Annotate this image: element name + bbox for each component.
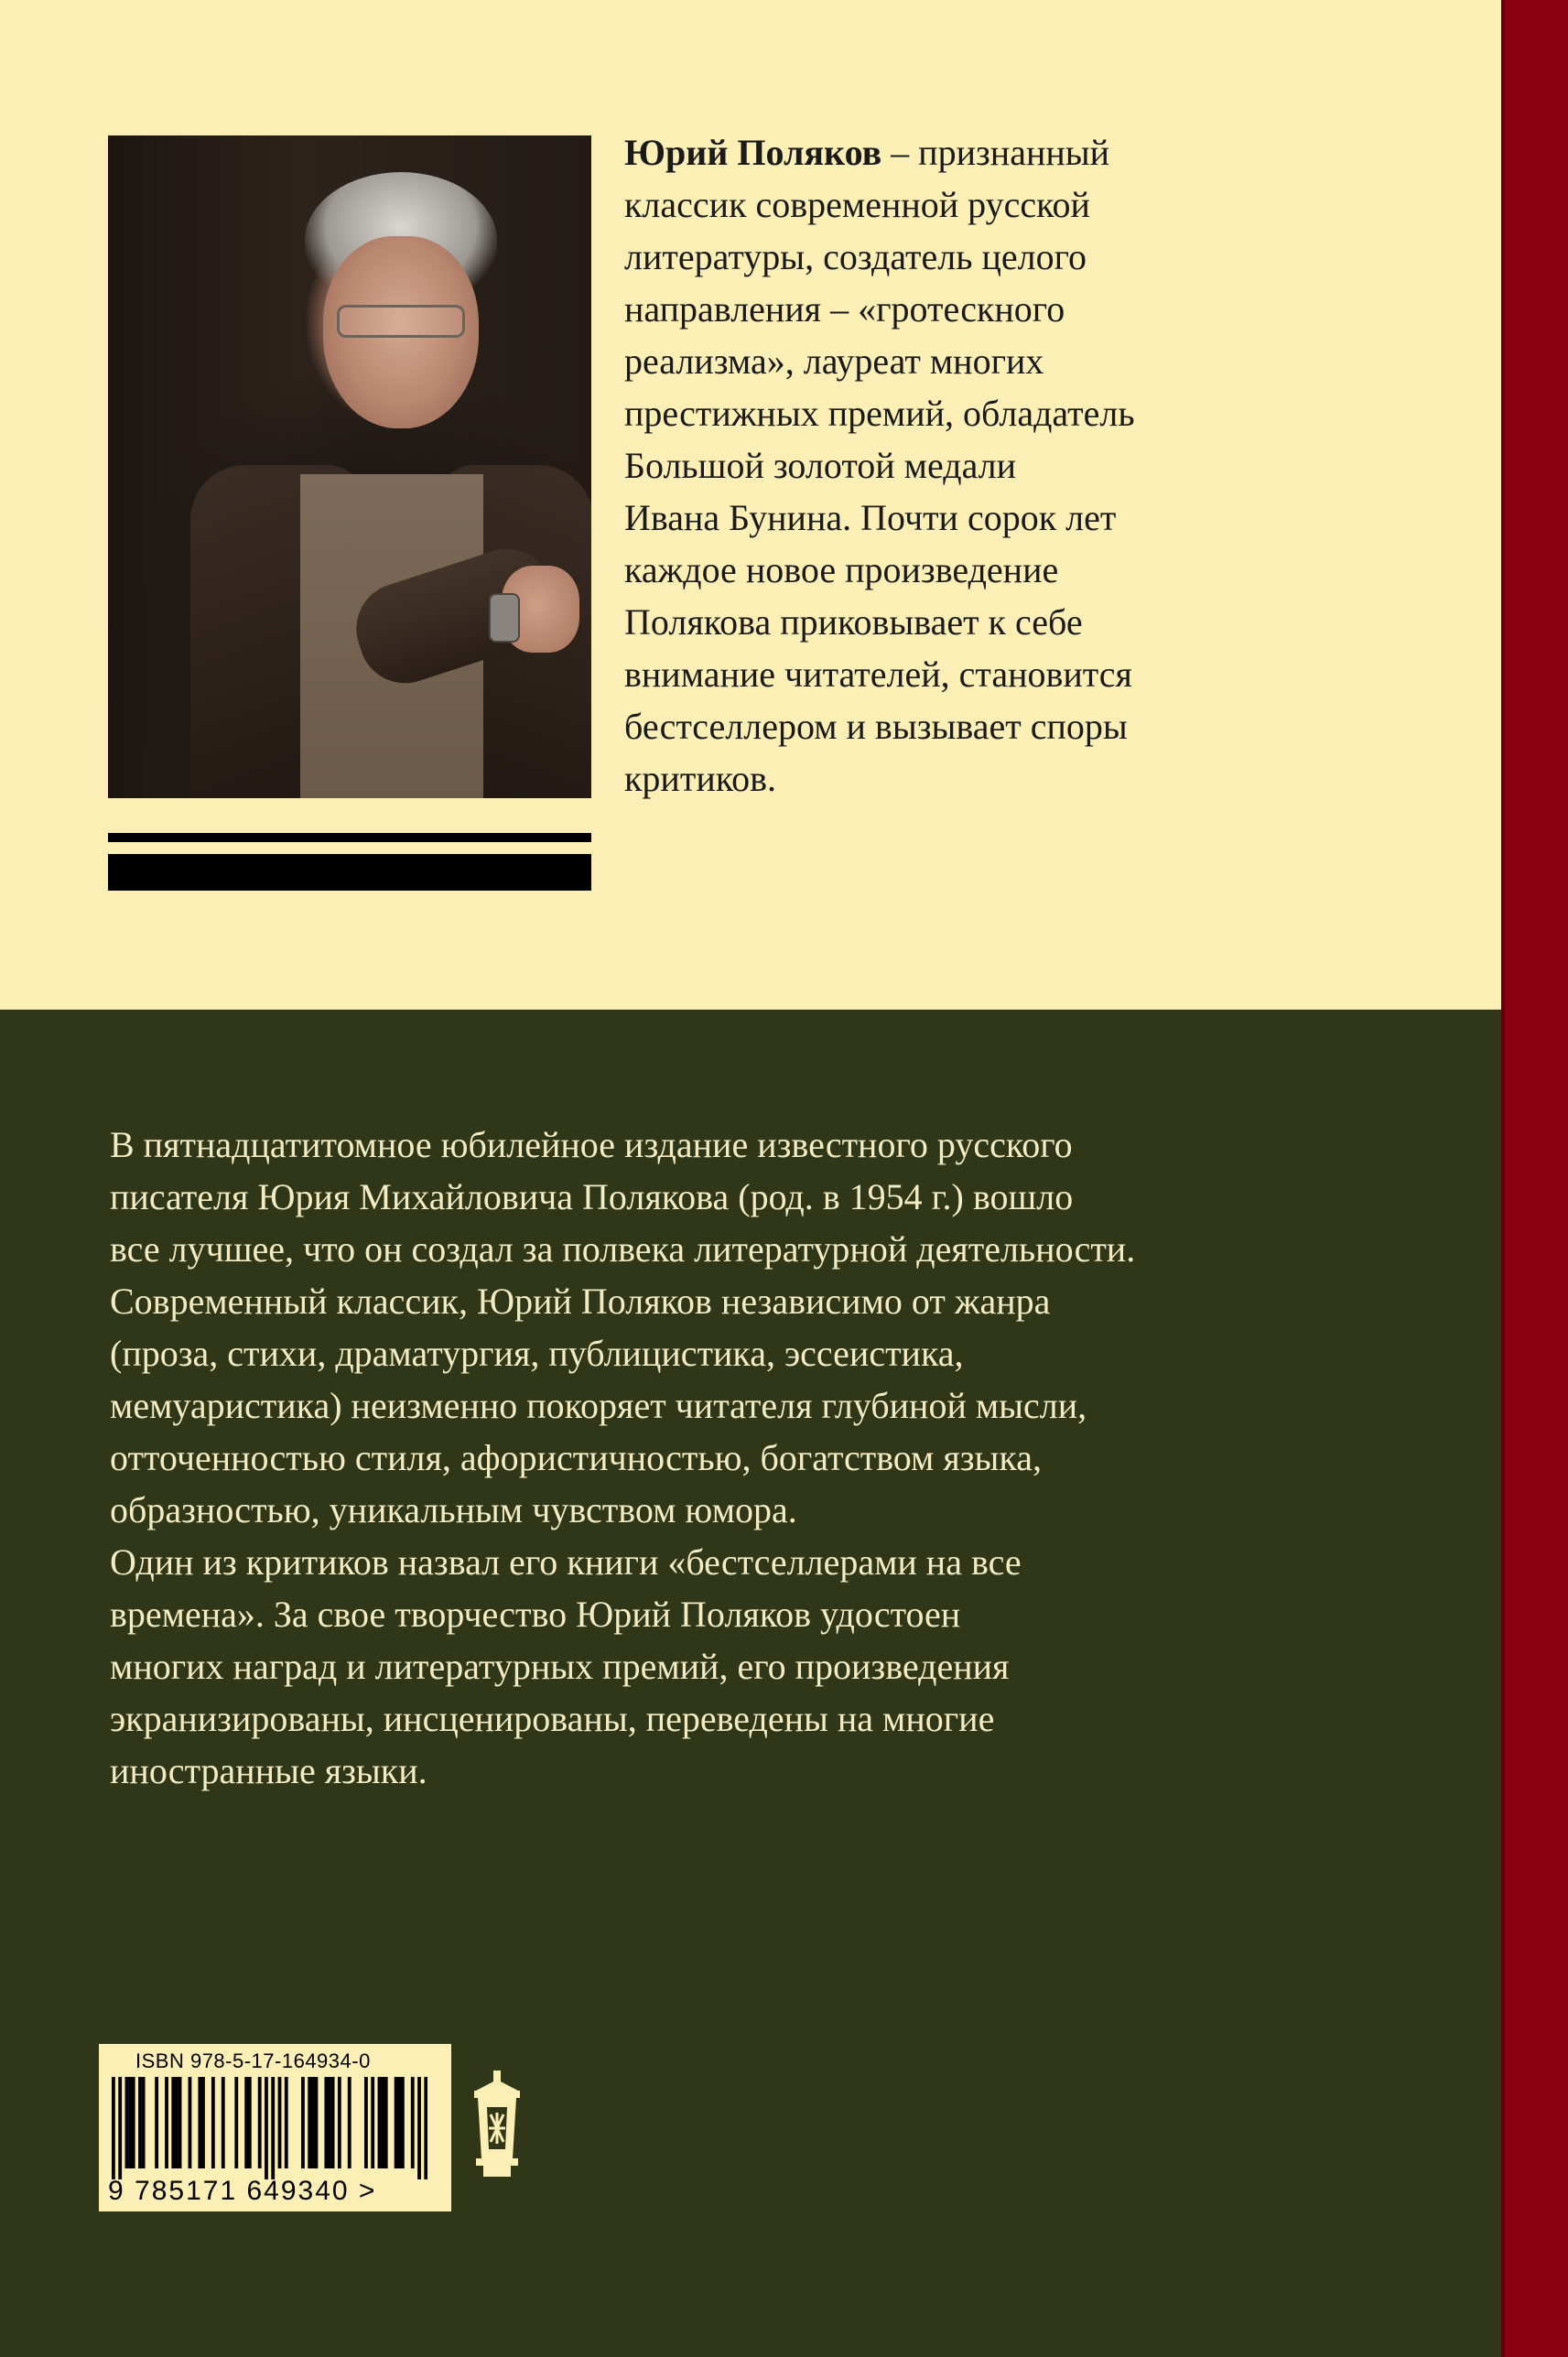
ean-digits: 9 785171 649340 > [108, 2176, 377, 2206]
isbn-barcode [99, 2044, 451, 2211]
barcode-bar [234, 2077, 238, 2168]
bio-line: Большой золотой медали [624, 445, 1017, 486]
barcode-bars [112, 2077, 427, 2179]
bio-line [624, 126, 1265, 178]
barcode-bar [315, 2077, 319, 2168]
barcode-bar [328, 2077, 331, 2168]
description-line: многих наград и литературных премий, его произведения [110, 1646, 1010, 1687]
barcode-bar [371, 2077, 374, 2168]
barcode-bar [348, 2077, 351, 2168]
barcode-bar [125, 2077, 129, 2168]
description-line: Один из критиков назвал его книги «бестселлерами на все [110, 1541, 1022, 1583]
bio-line: Полякова приковывает к себе [624, 601, 1083, 643]
description-line: все лучшее, что он создал за полвека литературной деятельности. [110, 1228, 1136, 1270]
author-name: Юрий Поляков [624, 132, 882, 173]
barcode-bar [384, 2077, 388, 2168]
bio-line: классик современной русской [624, 184, 1090, 225]
author-photo [108, 135, 591, 798]
decor-bar-thick [108, 854, 591, 891]
description-line: времена». За свое творчество Юрий Поляков удостоен [110, 1594, 961, 1635]
description-line: (проза, стихи, драматургия, публицистика, эссеистика, [110, 1333, 964, 1374]
isbn-label: ISBN 978-5-17-164934-0 [135, 2049, 371, 2072]
barcode-bar [381, 2077, 384, 2168]
barcode-bar [128, 2077, 132, 2168]
bio-line: бестселлером и вызывает споры [624, 706, 1128, 747]
bio-line: направления – «гротескного [624, 288, 1065, 330]
bio-line: критиков. [624, 758, 777, 799]
barcode-bar [201, 2077, 205, 2168]
barcode-bar [364, 2077, 368, 2168]
barcode-bar [338, 2077, 341, 2168]
description-line: мемуаристика) неизменно покоряет читателя глубиной мысли, [110, 1385, 1087, 1426]
description-line: образностью, уникальным чувством юмора. [110, 1489, 797, 1530]
description-line: отточенностью стиля, афористичностью, богатством языка, [110, 1437, 1043, 1478]
publisher-logo-icon [469, 2070, 525, 2179]
barcode-bar [424, 2077, 427, 2179]
barcode-bar [118, 2077, 122, 2179]
barcode-bar [155, 2077, 158, 2168]
barcode-bar [285, 2077, 288, 2168]
bio-line: Ивана Бунина. Почти сорок лет [624, 497, 1117, 538]
barcode-bar [142, 2077, 146, 2168]
barcode-bar [132, 2077, 135, 2168]
photo-watch [489, 593, 520, 643]
barcode-bar [308, 2077, 311, 2168]
description-line: экранизированы, инсценированы, переведены на многие [110, 1698, 995, 1739]
barcode-bar [258, 2077, 262, 2168]
bio-line: каждое новое произведение [624, 549, 1059, 590]
description-line: Современный классик, Юрий Поляков независимо от жанра [110, 1281, 1051, 1322]
barcode-bar [265, 2077, 268, 2179]
barcode-bar [211, 2077, 215, 2168]
barcode-bar [278, 2077, 282, 2168]
author-bio [624, 126, 1265, 805]
barcode-bar [189, 2077, 192, 2168]
barcode-bar [244, 2077, 248, 2168]
barcode-bar [378, 2077, 382, 2168]
barcode-bar [417, 2077, 421, 2179]
barcode-bar [411, 2077, 415, 2168]
spine-edge [1501, 0, 1505, 2357]
barcode-bar [165, 2077, 168, 2168]
barcode-bar [311, 2077, 315, 2168]
barcode-bar [401, 2077, 405, 2168]
bio-line: реализма», лауреат многих [624, 341, 1044, 382]
barcode-bar [198, 2077, 201, 2168]
barcode-bar [301, 2077, 305, 2168]
bio-line: литературы, создатель целого [624, 236, 1087, 277]
barcode-bar [171, 2077, 175, 2168]
barcode-bar [175, 2077, 178, 2168]
barcode-bar [395, 2077, 398, 2168]
barcode-bar [397, 2077, 401, 2168]
barcode-bar [138, 2077, 142, 2168]
spine-strip [1501, 0, 1568, 2357]
barcode-bar [222, 2077, 225, 2168]
barcode-bar [248, 2077, 252, 2168]
bio-line-text: – признанный [881, 132, 1110, 173]
barcode-bar [331, 2077, 335, 2168]
decor-bar-thin [108, 833, 591, 842]
description-line: иностранные языки. [110, 1750, 427, 1791]
barcode-bar [271, 2077, 275, 2179]
description-line: В пятнадцатитомное юбилейное издание известного русского [110, 1124, 1073, 1165]
barcode-bar [178, 2077, 182, 2168]
barcode-bar [112, 2077, 115, 2179]
bio-line: внимание читателей, становится [624, 654, 1132, 695]
photo-glasses [337, 305, 465, 338]
book-description [110, 1119, 1410, 1797]
bio-line: престижных премий, обладатель [624, 393, 1135, 434]
barcode-bar [324, 2077, 328, 2168]
description-line: писателя Юрия Михайловича Полякова (род. в 1954 г.) вошло [110, 1176, 1074, 1217]
